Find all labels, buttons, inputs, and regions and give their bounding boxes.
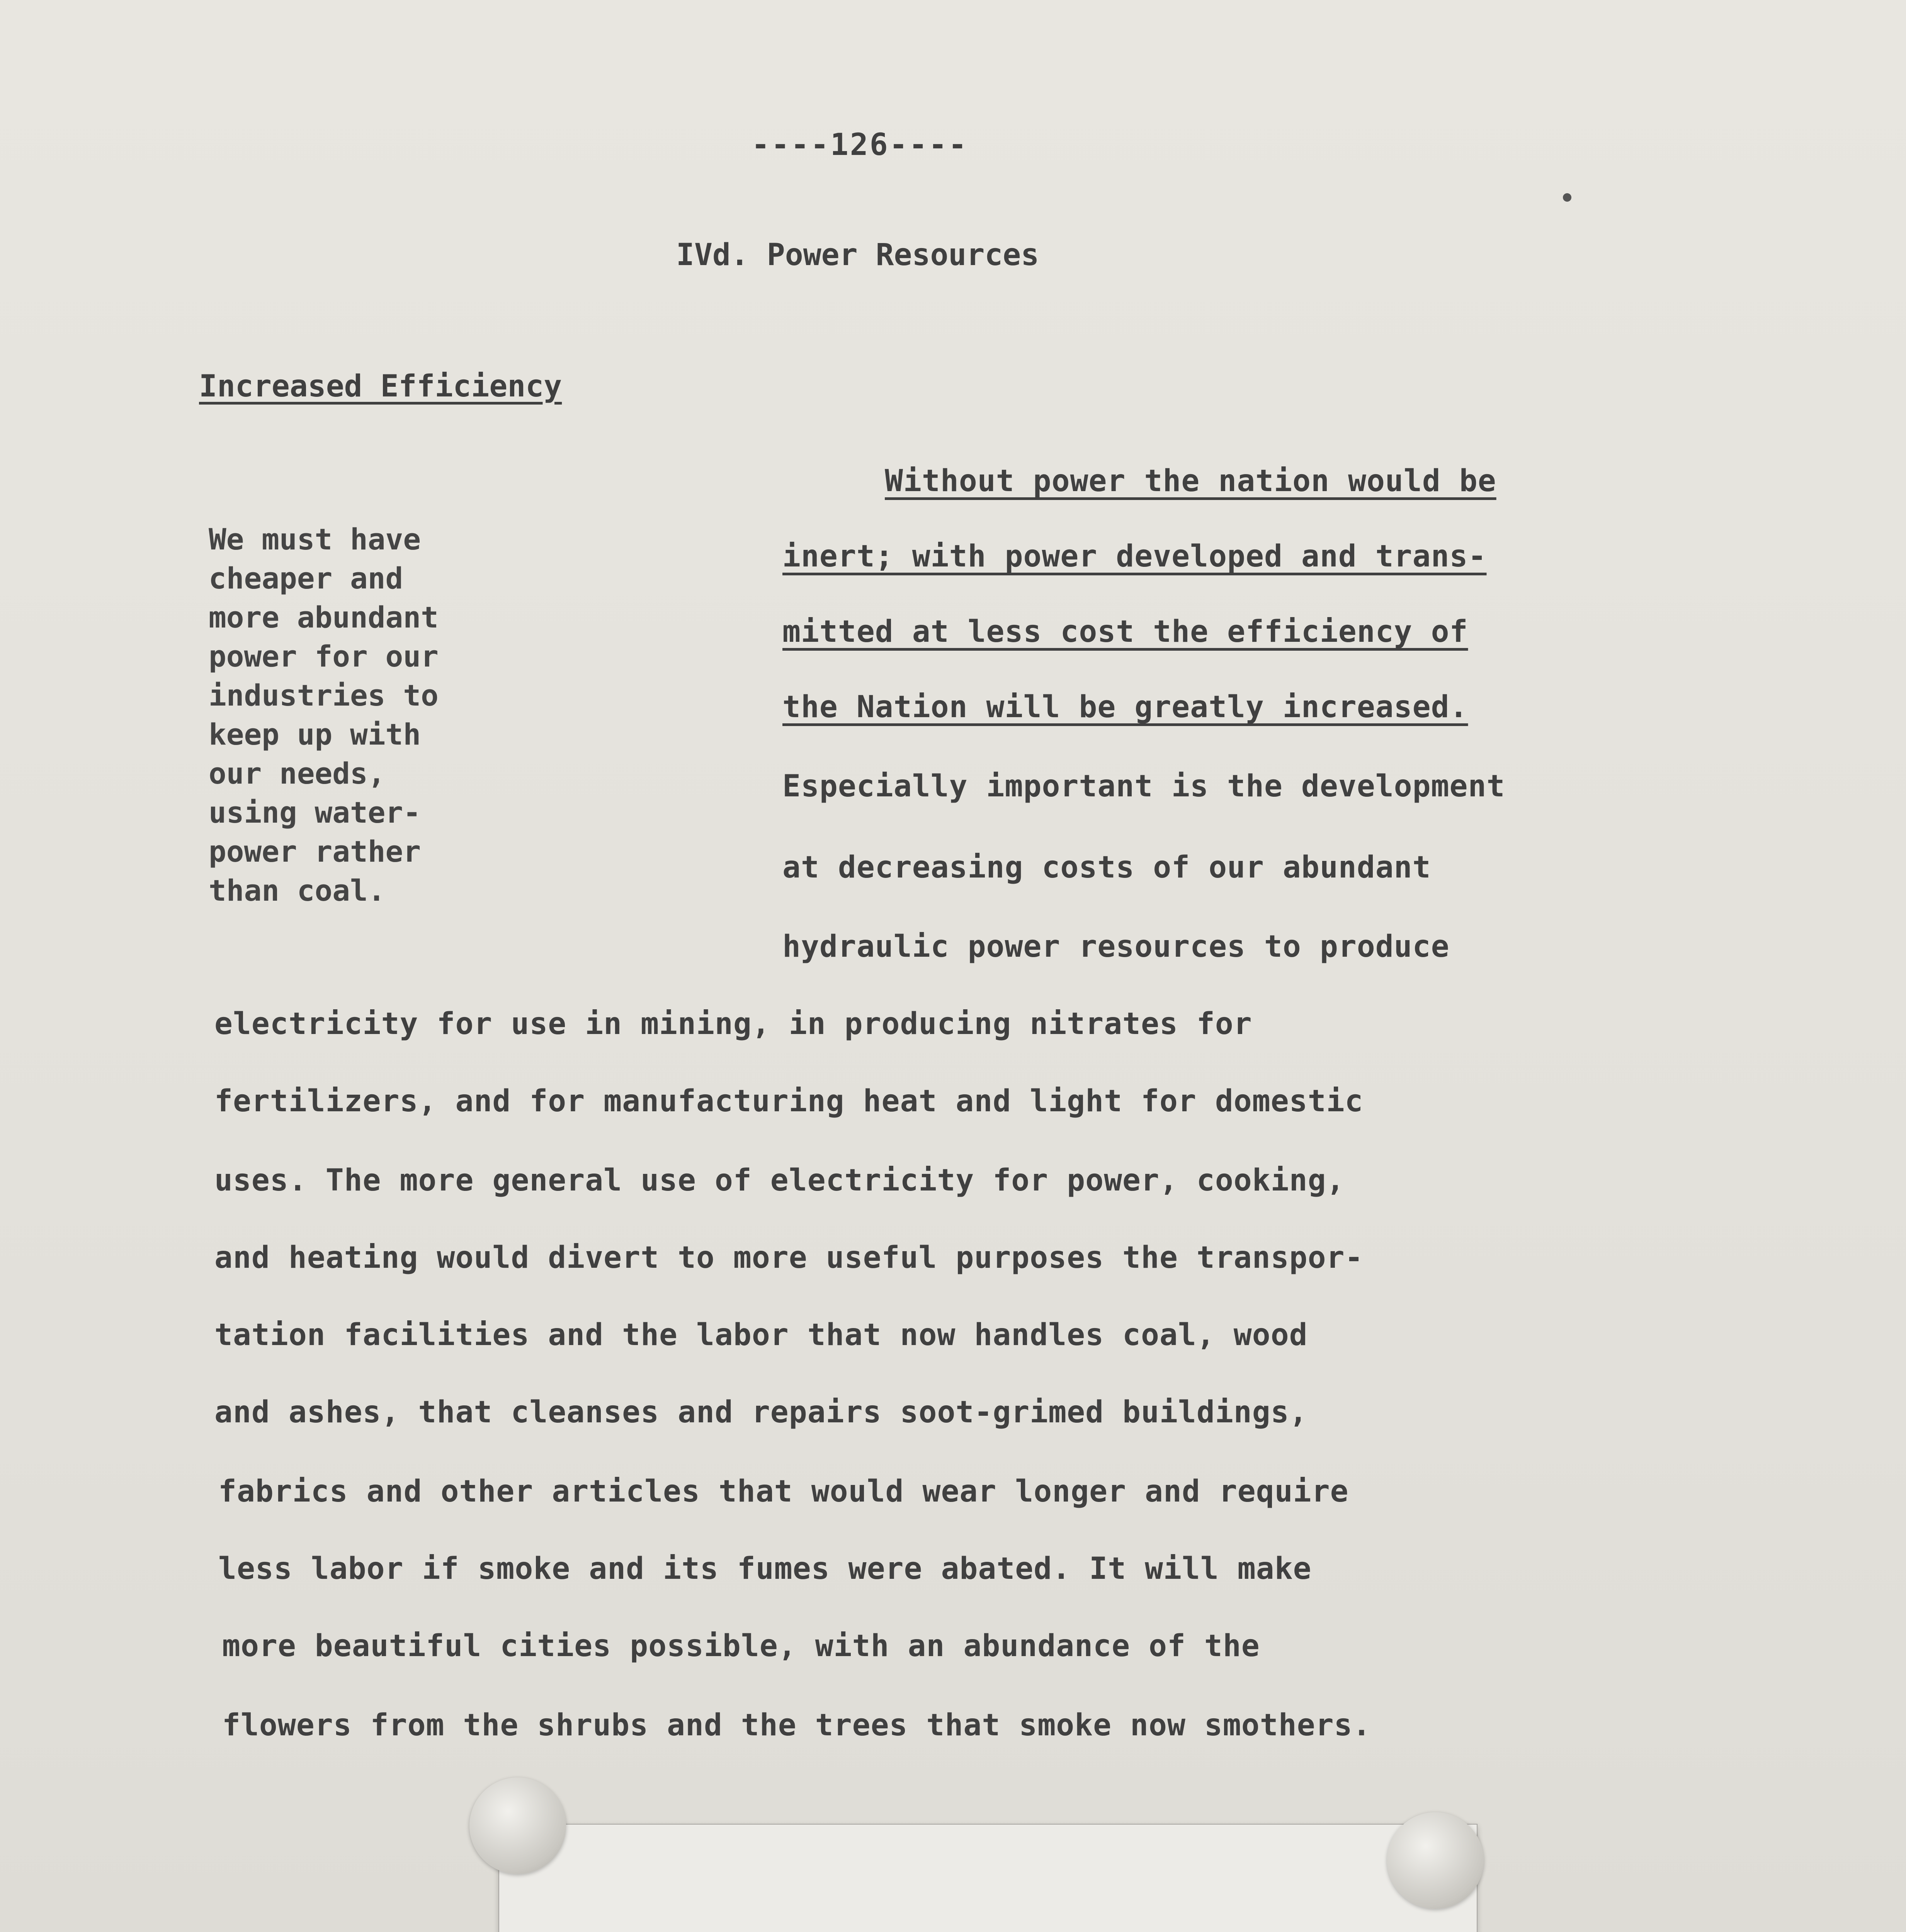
margin-note-line: industries to <box>209 678 439 713</box>
body-line: less labor if smoke and its fumes were abated. It will make <box>218 1551 1312 1586</box>
tape-circle <box>1387 1812 1484 1909</box>
body-line: Especially important is the development <box>782 769 1505 804</box>
body-line: uses. The more general use of electricity for power, cooking, <box>214 1163 1345 1198</box>
body-line: hydraulic power resources to produce <box>782 929 1450 964</box>
subheading: Increased Efficiency <box>199 369 562 404</box>
pasted-photo <box>498 1824 1478 1932</box>
margin-note-line: than coal. <box>209 873 386 908</box>
body-line: fertilizers, and for manufacturing heat and light for domestic <box>214 1084 1364 1119</box>
body-line-underlined: mitted at less cost the efficiency of <box>782 614 1468 649</box>
body-line-underlined: inert; with power developed and trans- <box>782 539 1487 574</box>
body-line: more beautiful cities possible, with an abundance of the <box>222 1629 1260 1663</box>
margin-note-line: our needs, <box>209 756 386 791</box>
body-line: fabrics and other articles that would wear longer and require <box>218 1474 1349 1509</box>
body-line: and ashes, that cleanses and repairs soot-grimed buildings, <box>214 1395 1308 1430</box>
body-line-underlined: the Nation will be greatly increased. <box>782 690 1468 724</box>
margin-note-line: keep up with <box>209 717 421 752</box>
margin-note-line: power for our <box>209 639 439 673</box>
margin-note-line: cheaper and <box>209 561 403 595</box>
body-line: and heating would divert to more useful purposes the transpor- <box>214 1240 1364 1275</box>
margin-note-line: more abundant <box>209 600 439 634</box>
body-line: flowers from the shrubs and the trees that smoke now smothers. <box>222 1708 1371 1743</box>
body-line: at decreasing costs of our abundant <box>782 850 1431 885</box>
margin-note-line: using water- <box>209 795 421 830</box>
page-number: ----126---- <box>752 128 968 162</box>
margin-note <box>209 520 556 910</box>
margin-note-line: We must have <box>209 522 421 556</box>
body-line-underlined: Without power the nation would be <box>885 464 1496 498</box>
body-line: tation facilities and the labor that now handles coal, wood <box>214 1318 1308 1352</box>
ink-spot <box>1563 193 1571 202</box>
body-line: electricity for use in mining, in producing nitrates for <box>214 1007 1252 1041</box>
margin-note-line: power rather <box>209 834 421 869</box>
tape-circle <box>469 1777 566 1874</box>
section-title: IVd. Power Resources <box>676 238 1039 272</box>
